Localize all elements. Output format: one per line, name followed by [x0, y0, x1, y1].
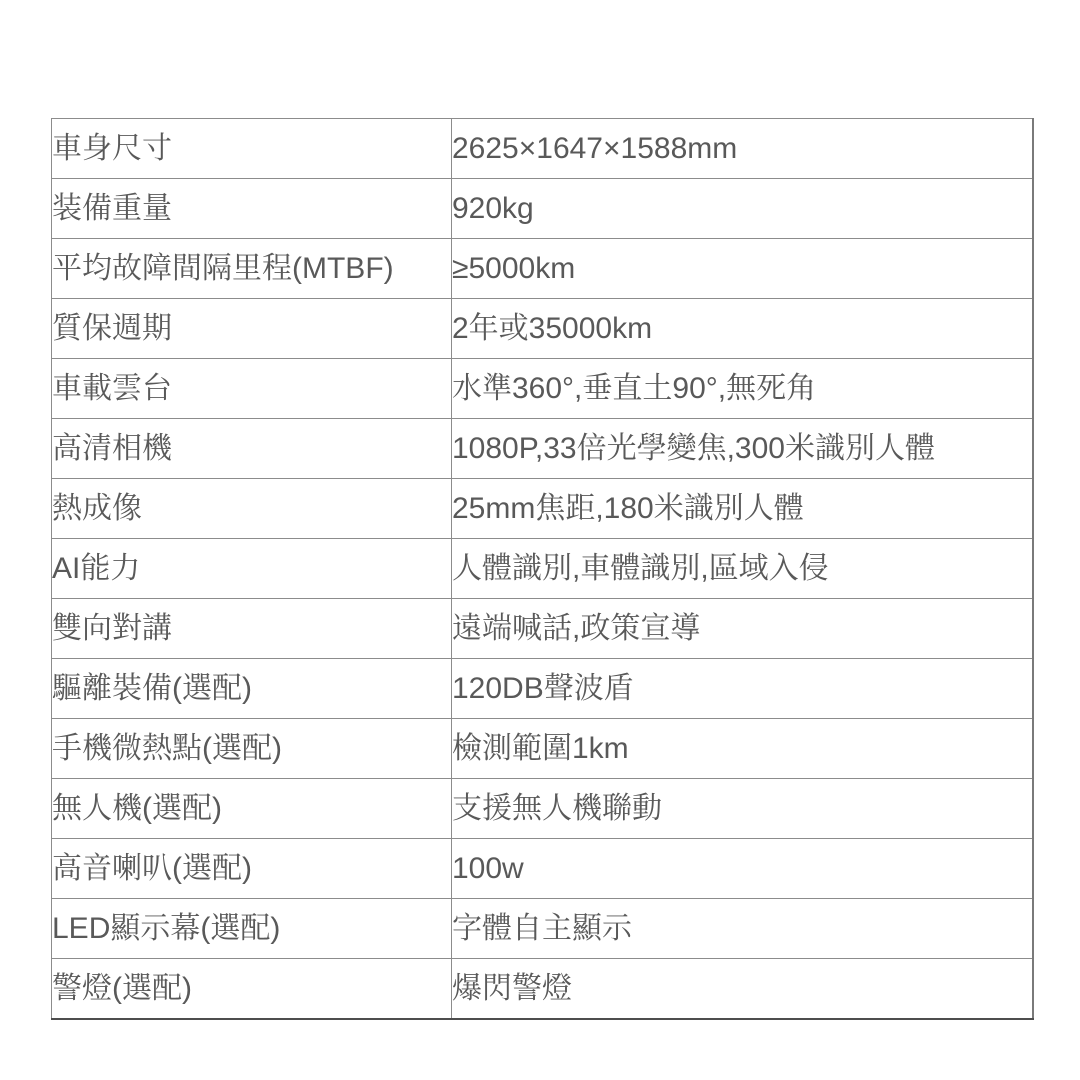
table-row — [52, 779, 1034, 839]
table-row — [52, 239, 1034, 299]
table-row — [52, 359, 1034, 419]
spec-table-body — [52, 119, 1034, 1020]
spec-label: 無人機(選配) — [52, 779, 452, 839]
spec-label: 平均故障間隔里程(MTBF) — [52, 239, 452, 299]
table-row — [52, 479, 1034, 539]
spec-value: 120DB聲波盾 — [452, 659, 1034, 719]
spec-value: 檢測範圍1km — [452, 719, 1034, 779]
table-row — [52, 719, 1034, 779]
spec-value: 920kg — [452, 179, 1034, 239]
spec-label: 熱成像 — [52, 479, 452, 539]
table-row — [52, 599, 1034, 659]
spec-label: 装備重量 — [52, 179, 452, 239]
spec-label: LED顯示幕(選配) — [52, 899, 452, 959]
spec-table — [51, 118, 1034, 1020]
table-row — [52, 419, 1034, 479]
table-row — [52, 899, 1034, 959]
spec-label: AI能力 — [52, 539, 452, 599]
table-row — [52, 179, 1034, 239]
spec-value: 人體識別,車體識別,區域入侵 — [452, 539, 1034, 599]
spec-label: 質保週期 — [52, 299, 452, 359]
spec-value: ≥5000km — [452, 239, 1034, 299]
spec-value: 字體自主顯示 — [452, 899, 1034, 959]
table-row — [52, 839, 1034, 899]
table-row — [52, 659, 1034, 719]
table-row — [52, 539, 1034, 599]
table-row — [52, 299, 1034, 359]
spec-value: 支援無人機聯動 — [452, 779, 1034, 839]
spec-value: 1080P,33倍光學變焦,300米識別人體 — [452, 419, 1034, 479]
spec-label: 警燈(選配) — [52, 959, 452, 1020]
spec-label: 驅離裝備(選配) — [52, 659, 452, 719]
spec-label: 車身尺寸 — [52, 119, 452, 179]
spec-value: 25mm焦距,180米識別人體 — [452, 479, 1034, 539]
table-row — [52, 119, 1034, 179]
table-row — [52, 959, 1034, 1020]
spec-value: 2625×1647×1588mm — [452, 119, 1034, 179]
spec-label: 高清相機 — [52, 419, 452, 479]
spec-sheet — [51, 118, 1034, 1020]
spec-label: 車載雲台 — [52, 359, 452, 419]
spec-value: 2年或35000km — [452, 299, 1034, 359]
spec-label: 雙向對講 — [52, 599, 452, 659]
spec-value: 遠端喊話,政策宣導 — [452, 599, 1034, 659]
spec-label: 高音喇叭(選配) — [52, 839, 452, 899]
spec-value: 100w — [452, 839, 1034, 899]
spec-value: 爆閃警燈 — [452, 959, 1034, 1020]
spec-value: 水準360°,垂直土90°,無死角 — [452, 359, 1034, 419]
spec-label: 手機微熱點(選配) — [52, 719, 452, 779]
